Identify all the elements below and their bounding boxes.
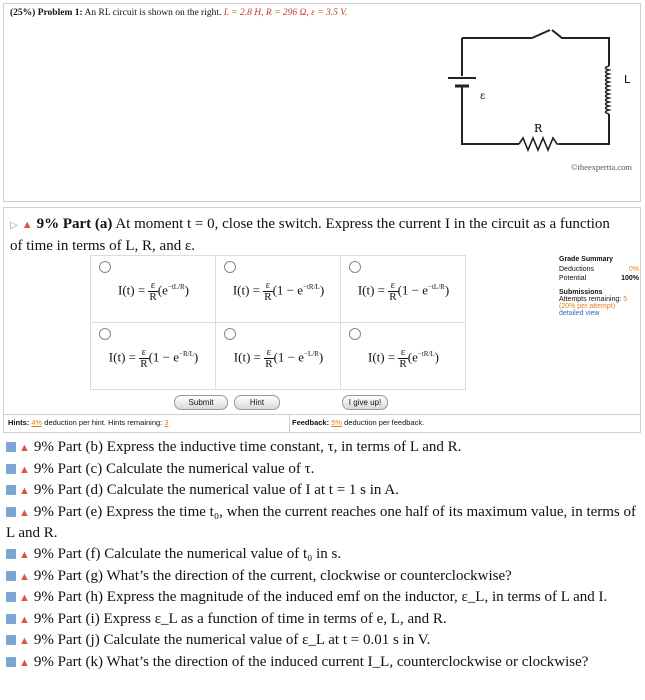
radio-button[interactable]	[349, 261, 361, 273]
pencil-icon	[6, 549, 16, 559]
part-h-text: 9% Part (h) Express the magnitude of the induced emf on the inductor, ε_L, in terms of L and I.	[33, 589, 608, 606]
hint-button[interactable]: Hint	[234, 395, 280, 410]
switch	[552, 30, 609, 66]
answer-option-3[interactable]	[341, 256, 466, 323]
part-h[interactable]	[6, 587, 638, 609]
answer-option-4[interactable]	[91, 323, 216, 390]
warning-icon: ▲	[19, 592, 30, 605]
radio-button[interactable]	[224, 261, 236, 273]
emf-value: ε = 3.5 V.	[311, 8, 348, 18]
rl-circuit-diagram	[434, 26, 644, 176]
feedback-bar	[288, 414, 640, 433]
part-a-question: At moment t = 0, close the switch. Express the current I in the circuit as a function of time in terms of L, R, and ε.	[10, 216, 610, 254]
hints-text: deduction per hint. Hints remaining:	[44, 418, 163, 427]
warning-icon: ▲	[19, 442, 30, 454]
answer-option-5[interactable]	[216, 323, 341, 390]
formula-1: I(t) = ε $R(e^{-tL/R})$	[117, 279, 190, 303]
part-i-text: 9% Part (i) Express ε_L as a function of time in terms of e, L, and R.	[33, 610, 447, 627]
deductions-label: Deductions	[559, 266, 595, 273]
part-k[interactable]	[6, 652, 638, 674]
answer-option-6[interactable]	[341, 323, 466, 390]
warning-icon: ▲	[19, 613, 30, 626]
grade-summary-title: Grade Summary	[559, 256, 614, 263]
warning-icon: ▲	[19, 485, 30, 498]
part-a-panel	[3, 207, 641, 433]
part-g-text: 9% Part (g) What’s the direction of the current, clockwise or counterclockwise?	[33, 567, 512, 584]
radio-button[interactable]	[99, 261, 111, 273]
resistor	[519, 138, 559, 150]
formula-6: I(t) = ε $R(e^{-tR/L})$	[367, 346, 440, 370]
warning-icon: ▲	[19, 506, 30, 519]
pencil-icon	[6, 507, 16, 517]
answer-option-1[interactable]	[91, 256, 216, 323]
remaining-parts-list	[6, 437, 638, 674]
radio-button[interactable]	[349, 328, 361, 340]
warning-icon: ▲	[19, 463, 30, 476]
resistor-label: R	[534, 122, 543, 135]
problem-panel	[3, 3, 641, 202]
hints-label: Hints:	[8, 418, 30, 427]
radio-button[interactable]	[99, 328, 111, 340]
part-f-text: 9% Part (f) Calculate the numerical value of t₀ in s.	[33, 545, 342, 562]
pencil-icon	[6, 485, 16, 495]
part-k-text: 9% Part (k) What’s the direction of the induced current I_L, counterclockwise or clockwise?	[33, 653, 589, 670]
hints-bar	[4, 414, 290, 433]
part-c[interactable]	[6, 459, 638, 481]
submit-button[interactable]: Submit	[174, 395, 228, 410]
problem-description: An RL circuit is shown on the right.	[84, 8, 222, 18]
pencil-icon	[6, 657, 16, 667]
warning-icon: ▲	[19, 548, 30, 561]
part-f[interactable]	[6, 544, 638, 566]
pencil-icon	[6, 442, 16, 452]
inductor-label: L	[624, 73, 631, 86]
warning-icon: ▲	[19, 570, 30, 583]
part-d-text: 9% Part (d) Calculate the numerical value of I at t = 1 s in A.	[33, 482, 399, 499]
formula-4: I(t) = ε $R(1 - e^{-R/L})$	[108, 346, 199, 370]
feedback-deduction-pct: 5%	[331, 418, 343, 427]
part-j[interactable]	[6, 630, 638, 652]
warning-icon: ▲	[19, 656, 30, 669]
part-b[interactable]	[6, 437, 638, 459]
part-a-header	[10, 214, 610, 256]
part-e-text: 9% Part (e) Express the time t₀, when the current reaches one half of its maximum value, in terms of L and R.	[6, 503, 637, 542]
problem-number: (25%) Problem 1:	[10, 8, 83, 18]
attempts-label: Attempts remaining:	[559, 296, 622, 303]
hints-remaining: 3	[164, 418, 169, 427]
feedback-text: deduction per feedback.	[344, 418, 425, 427]
part-a-label: 9% Part (a)	[36, 216, 113, 232]
emf-label: ε	[480, 91, 486, 102]
formula-2: I(t) = ε $R(1 - e^{-tR/L})$	[232, 279, 325, 303]
part-c-text: 9% Part (c) Calculate the numerical value of τ.	[33, 460, 315, 477]
copyright-credit: ©theexpertta.com	[571, 162, 632, 172]
submissions-label: Submissions	[559, 289, 603, 296]
attempts-value: 5	[623, 296, 628, 303]
part-e[interactable]	[6, 502, 638, 544]
inductance-value: L = 2.8 H,	[223, 8, 264, 18]
part-g[interactable]	[6, 566, 638, 588]
detailed-view-link[interactable]: detailed view	[559, 310, 600, 317]
answer-options-grid	[90, 255, 466, 390]
wire-bottom-right	[559, 114, 609, 144]
warning-icon: ▲	[21, 219, 33, 231]
part-d[interactable]	[6, 480, 638, 502]
warning-icon: ▲	[19, 635, 30, 648]
pencil-icon	[6, 635, 16, 645]
radio-button[interactable]	[224, 328, 236, 340]
part-b-text: 9% Part (b) Express the inductive time constant, τ, in terms of L and R.	[33, 439, 462, 455]
potential-value: 100%	[621, 275, 639, 282]
part-j-text: 9% Part (j) Calculate the numerical value of ε_L at t = 0.01 s in V.	[33, 632, 431, 649]
pencil-icon	[6, 571, 16, 581]
per-attempt-text: (20% per attempt)	[559, 303, 616, 310]
switch-lever	[532, 30, 550, 38]
formula-3: I(t) = ε $R(1 - e^{-tL/R})$	[357, 279, 450, 303]
pencil-icon	[6, 614, 16, 624]
feedback-label: Feedback:	[292, 418, 330, 427]
hint-deduction-pct: 4%	[31, 418, 43, 427]
problem-statement	[10, 8, 347, 18]
inductor-coil	[606, 66, 610, 114]
wire-left-bottom	[462, 96, 519, 144]
action-buttons	[174, 395, 434, 409]
deductions-value: 0%	[628, 266, 639, 273]
formula-5: I(t) = ε $R(1 - e^{-L/R})$	[233, 346, 324, 370]
part-i[interactable]	[6, 609, 638, 631]
answer-option-2[interactable]	[216, 256, 341, 323]
pencil-icon	[6, 464, 16, 474]
resistance-value: R = 296 Ω,	[265, 8, 309, 18]
pencil-icon	[6, 592, 16, 602]
grade-summary	[559, 256, 639, 317]
expand-triangle-icon[interactable]: ▷	[10, 220, 18, 231]
potential-label: Potential	[559, 275, 587, 282]
give-up-button[interactable]: I give up!	[342, 395, 388, 410]
